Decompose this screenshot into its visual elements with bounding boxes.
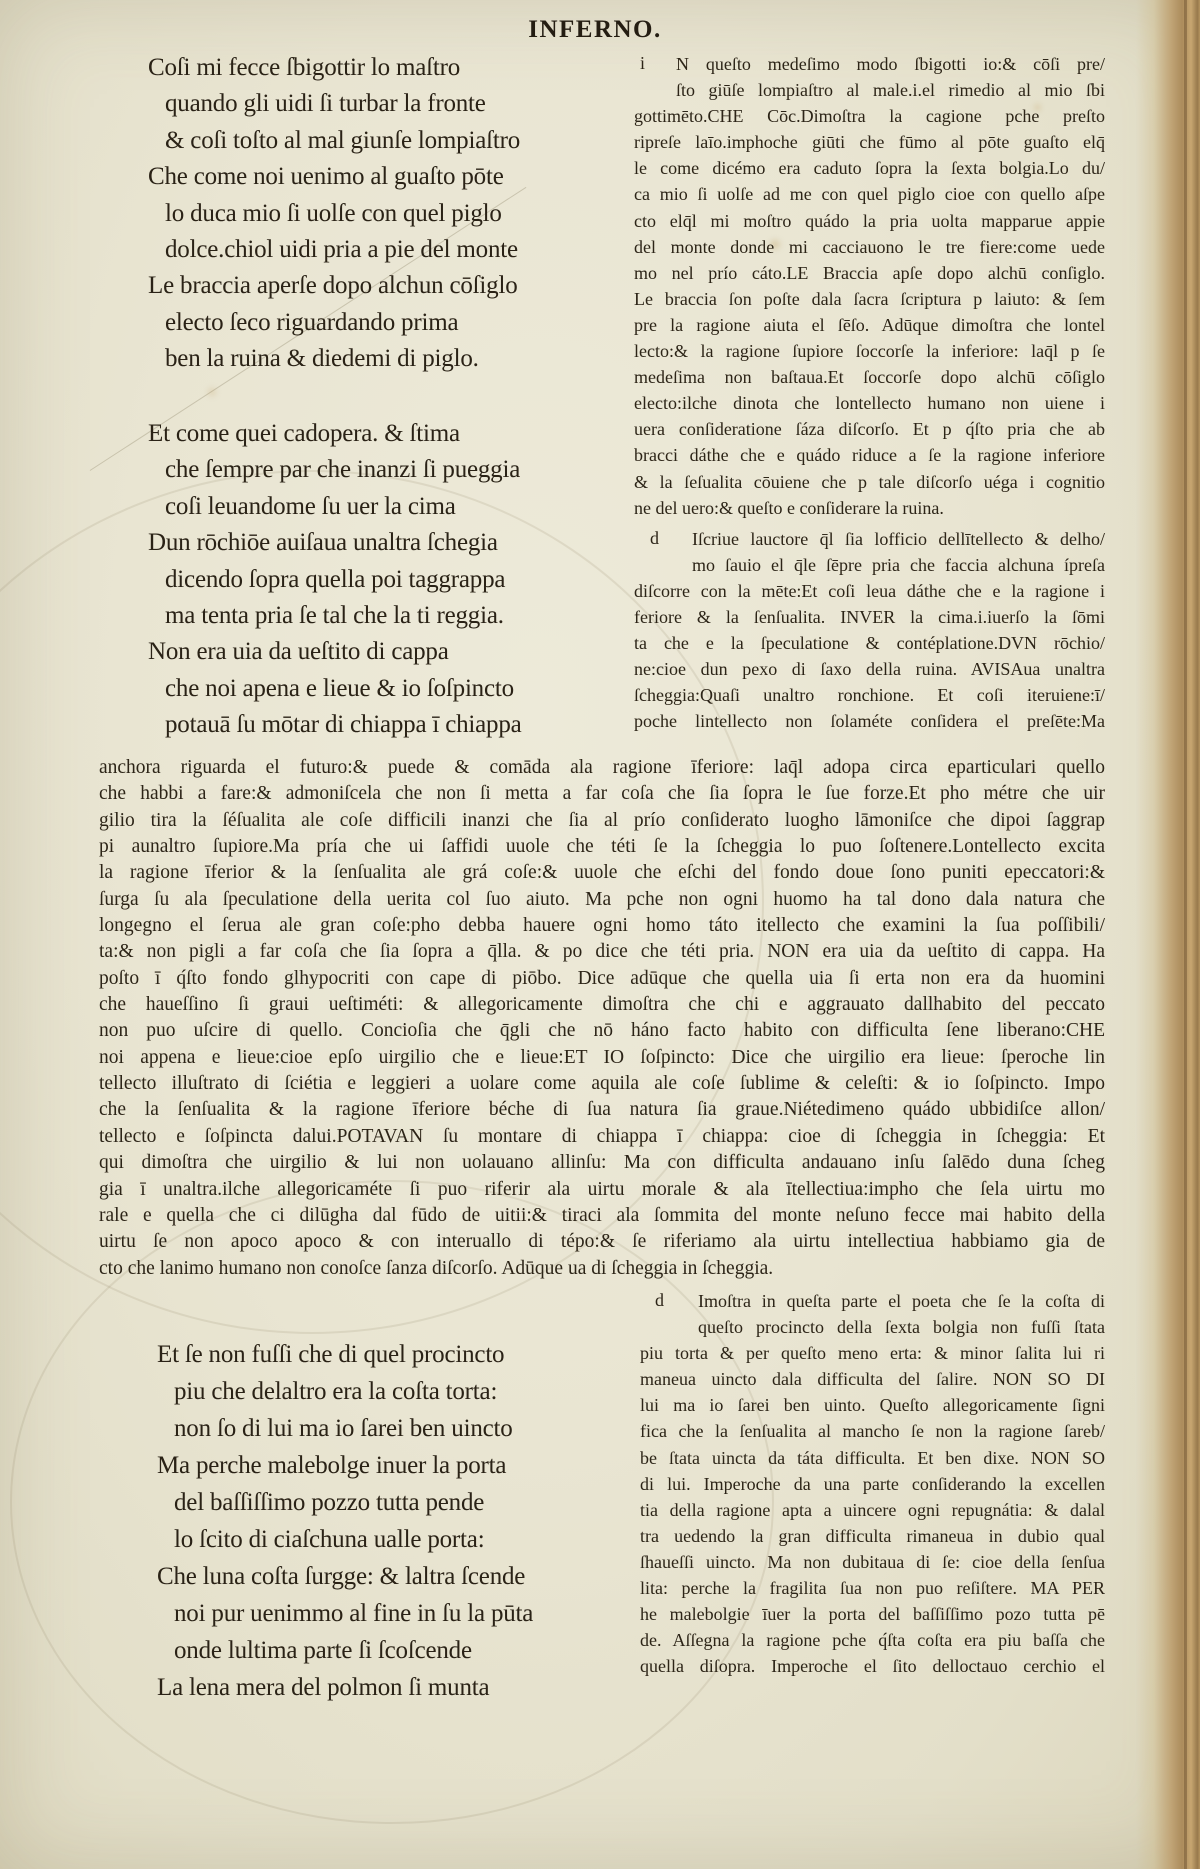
commentary-line: anchora riguarda el futuro:& puede & comāda ala ragione īferiore: laq̄l adopa circa eparticulari quello <box>99 757 1105 778</box>
commentary-line: ſcheggia:Quaſi unaltro ronchione. Et coſi iteruiene:ī/ <box>634 685 1105 706</box>
full-width-commentary <box>99 755 1105 1282</box>
commentary-line: che haueſſino ſi graui ueſtiméti: & allegoricamente dimoſtra che chi e aggrauato dallhabito del peccato <box>99 994 1105 1016</box>
commentary-line: che la ſenſualita & la ragione īferiore béche di ſua natura ſia graue.Niétedimeno quádo ubbidiſce allon/ <box>99 1099 1105 1121</box>
commentary-line: fica che la ſenſualita al mancho ſe non la ragione ſareb/ <box>640 1421 1105 1442</box>
commentary-line: rale e quella che ci dilūgha dal fūdo de uitii:& tiraci ala ſommita del monte neſuno fecce mai habito della <box>99 1204 1105 1226</box>
verse-line: piu che delaltro era la coſta torta: <box>174 1378 498 1405</box>
verse-line: lo duca mio ſi uolſe con quel piglo <box>165 199 502 227</box>
commentary-line: cto che lanimo humano non conoſce ſanza diſcorſo. Adūque ua di ſcheggia in ſcheggia. <box>99 1257 774 1279</box>
commentary-block-d2 <box>640 1288 1105 1679</box>
commentary-line: non puo uſcire di quello. Concioſia che q̄gli che nō háno facto habito con difficulta ſene liberano:CHE <box>99 1020 1105 1042</box>
commentary-line: tellecto illuſtrato di ſciétia e leggieri a uolare come aquila ale coſe ſublime & celeſti: & io ſoſpincto. Impo <box>99 1073 1105 1095</box>
commentary-line: le come dicémo era caduto ſopra la ſexta bolgia.Lo du/ <box>634 158 1105 179</box>
commentary-line: medeſima non baſtaua.Et ſoccorſe dopo alchū cōſiglo <box>634 367 1105 388</box>
commentary-line: lita: perche la fragilita ſua non puo reſiſtere. MA PER <box>640 1578 1105 1599</box>
verse-stanza-2 <box>148 416 522 744</box>
commentary-line: tra uedendo la gran difficulta rimaneua in dubio qual <box>640 1525 1105 1546</box>
commentary-line: ta che e la ſpeculatione & contéplatione.DVN rōchio/ <box>634 633 1105 654</box>
commentary-line: feriore & la ſenſualita. INVER la cima.i.iuerſo la ſōmi <box>634 606 1105 627</box>
commentary-line: ca mio ſi uolſe ad me con quel piglo cioe con quello aſpe <box>634 184 1105 205</box>
verse-line: del baſſiſſimo pozzo tutta pende <box>174 1489 485 1516</box>
verse-line: che ſempre par che inanzi ſi pueggia <box>165 456 521 484</box>
commentary-line: di lui. Imperoche da una parte conſiderando la excellen <box>640 1473 1105 1494</box>
commentary-line: N queſto medeſimo modo ſbigotti io:& cōſi pre/ <box>676 54 1105 74</box>
commentary-block-d <box>634 526 1105 735</box>
page-edge-shadow <box>1184 0 1187 1869</box>
commentary-line: longegno el ſerua ale gran coſe:pho debba hauere ogni homo táto itellecto che examini la ſua poſſibili/ <box>99 915 1105 937</box>
verse-line: electo ſeco riguardando prima <box>165 308 459 336</box>
commentary-lines <box>99 755 1105 1282</box>
verse-line: non ſo di lui ma io ſarei ben uincto <box>174 1415 513 1442</box>
commentary-line: uirtu ſe non apoco apoco & con interuallo di tépo:& ſe riferiamo ala uirtu intellectiua habbiamo gia de <box>99 1231 1105 1253</box>
commentary-line: quella diſopra. Imperoche el ſito delloctauo cerchio el <box>640 1656 1105 1677</box>
commentary-line: poſto ī q́ſto fondo glhypocriti con cape di piōbo. Dice adūque che quella uia ſi erta non era da huomini <box>99 967 1105 989</box>
initial-guide-letter: d <box>650 527 659 548</box>
commentary-lines <box>634 51 1105 521</box>
commentary-lines <box>640 1288 1105 1679</box>
commentary-column <box>634 51 1105 734</box>
commentary-line: la ragione īferior & la ſenſualita ale grá coſe:& uuole che eſchi del fondo doue ſono puniti epeccatori:& <box>99 862 1105 884</box>
verse-line: quando gli uidi ſi turbar la fronte <box>165 90 486 118</box>
verse-line: Et come quei cadopera. & ſtima <box>148 420 460 447</box>
commentary-line: uera conſideratione ſáza diſcorſo. Et p q́ſto pria che ab <box>634 419 1105 440</box>
commentary-line: ne del uero:& queſto e conſiderare la ruina. <box>634 497 944 518</box>
commentary-line: qui dimoſtra che uirgilio & lui non uolauano allinſu: Ma con difficulta andauano inſu ſalēdo duna ſcheg <box>99 1152 1105 1174</box>
foxing-spot <box>208 388 216 396</box>
verse-line: Et ſe non fuſſi che di quel procincto <box>157 1341 505 1368</box>
commentary-line: ne:cioe dun pexo di ſaxo della ruina. AVISAua unaltra <box>634 659 1105 680</box>
commentary-line: cto elq̄l mi moſtro quádo la pria uolta mapparue appie <box>634 210 1105 231</box>
initial-guide-letter: d <box>655 1290 664 1310</box>
verse-line: noi pur uenimmo al fine in ſu la pūta <box>174 1600 534 1627</box>
verse-line: Le braccia aperſe dopo alchun cōſiglo <box>148 272 518 300</box>
commentary-line: mo nel prío cáto.LE Braccia apſe dopo alchū conſiglo. <box>634 262 1105 283</box>
commentary-line: tellecto e ſoſpincta dalui.POTAVAN ſu montare di chiappa ī chiappa: cioe di ſcheggia in ſcheggia: Et <box>99 1125 1105 1147</box>
commentary-line: poche lintellecto non ſolaméte conſidera el preſēte:Ma <box>634 711 1105 732</box>
commentary-line: Le braccia ſon poſte dala ſacra ſcriptura p laiuto: & ſem <box>634 288 1105 309</box>
commentary-line: ripreſe laīo.imphoche giūti che fūmo al pōte guaſto elq̄ <box>634 132 1105 153</box>
initial-guide-letter: i <box>640 53 646 73</box>
commentary-line: bracci dáthe che e quádo riduce a ſe la ragione inferiore <box>634 445 1105 466</box>
verse-line: Dun rōchiōe auiſaua unaltra ſchegia <box>148 529 498 557</box>
verse-line: Che come noi uenimo al guaſto pōte <box>148 163 504 191</box>
commentary-line: ſurga ſu ala ſpeculatione della uerita col ſuo aiuto. Ma pche non ogni huomo ha tal dono dala natura che <box>99 888 1105 910</box>
commentary-line: lecto:& la ragione ſupiore ſoccorſe la inferiore: laq̄l p ſe <box>634 341 1105 362</box>
commentary-block-i <box>634 51 1105 521</box>
verse-line: Non era uia da ueſtito di cappa <box>148 638 449 666</box>
verse-line: ma tenta pria ſe tal che la ti reggia. <box>165 602 504 630</box>
commentary-line: Iſcriue lauctore q̄l ſia lofficio dellītellecto & delho/ <box>692 528 1105 549</box>
commentary-line: tia della ragione apta a uincere ogni repugnátia: & dalal <box>640 1499 1105 1520</box>
commentary-line: del monte donde mi cacciauono le tre fiere:come uede <box>634 236 1105 257</box>
commentary-line: pre la ragione aiuta el ſēſo. Adūque dimoſtra che lontel <box>634 314 1105 335</box>
commentary-line: gia ī unaltra.ilche allegoricaméte ſi puo riferir ala uirtu morale & ala ītellectiua:impho che ſela uirtu mo <box>99 1178 1105 1200</box>
verse-line: dolce.chiol uidi pria a pie del monte <box>165 236 518 264</box>
commentary-line: lui ma io ſarei ben uinto. Queſto allegoricamente ſigni <box>640 1395 1105 1416</box>
verse-stanza-3 <box>157 1336 533 1706</box>
commentary-line: electo:ilche dinota che lontellecto humano non uiene i <box>634 393 1105 414</box>
commentary-line: che habbi a fare:& admoniſcela che non ſi metta a far coſa che ſia ſopra le ſue forze.Et pho métre che uir <box>99 783 1105 805</box>
commentary-line: noi appena e lieue:cioe epſo uirgilio che e lieue:ET IO ſoſpincto: Dice che uirgilio era lieue: ſperoche lin <box>99 1046 1105 1068</box>
commentary-line: piu torta & per queſto meno erta: & minor ſalita lui ri <box>640 1343 1105 1364</box>
commentary-line: de. Aſſegna la ragione pche q́ſta coſta era piu baſſa che <box>640 1630 1105 1651</box>
commentary-line: mo ſauio el q̄le ſēpre pria che faccia alchuna ípreſa <box>692 554 1105 575</box>
commentary-line: queſto procincto della ſexta bolgia non fuſſi ſtata <box>698 1317 1105 1338</box>
commentary-line: be ſtata uincta da táta difficulta. Et ben dixe. NON SO <box>640 1447 1105 1468</box>
verse-line: La lena mera del polmon ſi munta <box>157 1674 490 1701</box>
verse-line: Ma perche malebolge inuer la porta <box>157 1452 507 1479</box>
commentary-line: gilio tira la ſéſualita ale coſe difficili inanzi che ſia al prío conſiderato luogho lāmoniſce che dipoi ſaggrap <box>99 809 1105 831</box>
verse-stanza-1 <box>148 50 520 378</box>
commentary-line: he malebolgie īuer la porta del baſſiſſimo pozo tutta pē <box>640 1604 1105 1625</box>
verse-line: & coſi toſto al mal giunſe lompiaſtro <box>165 126 521 154</box>
verse-line: dicendo ſopra quella poi taggrappa <box>165 565 506 593</box>
verse-line: Che luna coſta ſurgge: & laltra ſcende <box>157 1563 526 1590</box>
commentary-line: ſhaueſſi uincto. Ma non dubitaua di ſe: cioe della ſenſua <box>640 1551 1105 1572</box>
commentary-line: ta:& non pigli a far coſa che ſia ſopra a q̄lla. & po dice che téti pria. NON era uia da ueſtito di cappa. Ha <box>99 941 1105 963</box>
verse-line: ben la ruina & diedemi di piglo. <box>165 345 479 373</box>
commentary-line: gottimēto.CHE Cōc.Dimoſtra la cagione pche preſto <box>634 106 1105 127</box>
verse-line: che noi apena e lieue & io ſoſpincto <box>165 674 514 702</box>
commentary-line: ſto giūſe lompiaſtro al male.i.el rimedio al mio ſbi <box>676 80 1105 101</box>
commentary-line: & la ſeſualita cōuiene che p tale diſcorſo uéga i cognitio <box>634 471 1105 492</box>
verse-line: coſi leuandome ſu uer la cima <box>165 492 456 520</box>
commentary-line: pi aunaltro ſupiore.Ma pría che ui ſaffidi uuole che téti ſe la ſcheggia lo puo ſoſtenere.Lontellecto excita <box>99 836 1105 858</box>
verse-line: potauā ſu mōtar di chiappa ī chiappa <box>165 711 522 739</box>
verse-line: Coſi mi fecce ſbigottir lo maſtro <box>148 54 461 81</box>
commentary-line: maneua uincto dala difficulta del ſalire. NON SO DI <box>640 1369 1105 1390</box>
commentary-line: Imoſtra in queſta parte el poeta che ſe la coſta di <box>698 1291 1105 1311</box>
verse-line: onde lultima parte ſi ſcoſcende <box>174 1637 472 1664</box>
commentary-lines <box>634 526 1105 735</box>
page-fore-edge <box>1136 0 1200 1869</box>
verse-line: lo ſcito di ciaſchuna ualle porta: <box>174 1526 485 1553</box>
commentary-line: diſcorre con la mēte:Et coſi leua dáthe che e la ragione i <box>634 580 1105 601</box>
running-title: INFERNO. <box>528 16 662 43</box>
